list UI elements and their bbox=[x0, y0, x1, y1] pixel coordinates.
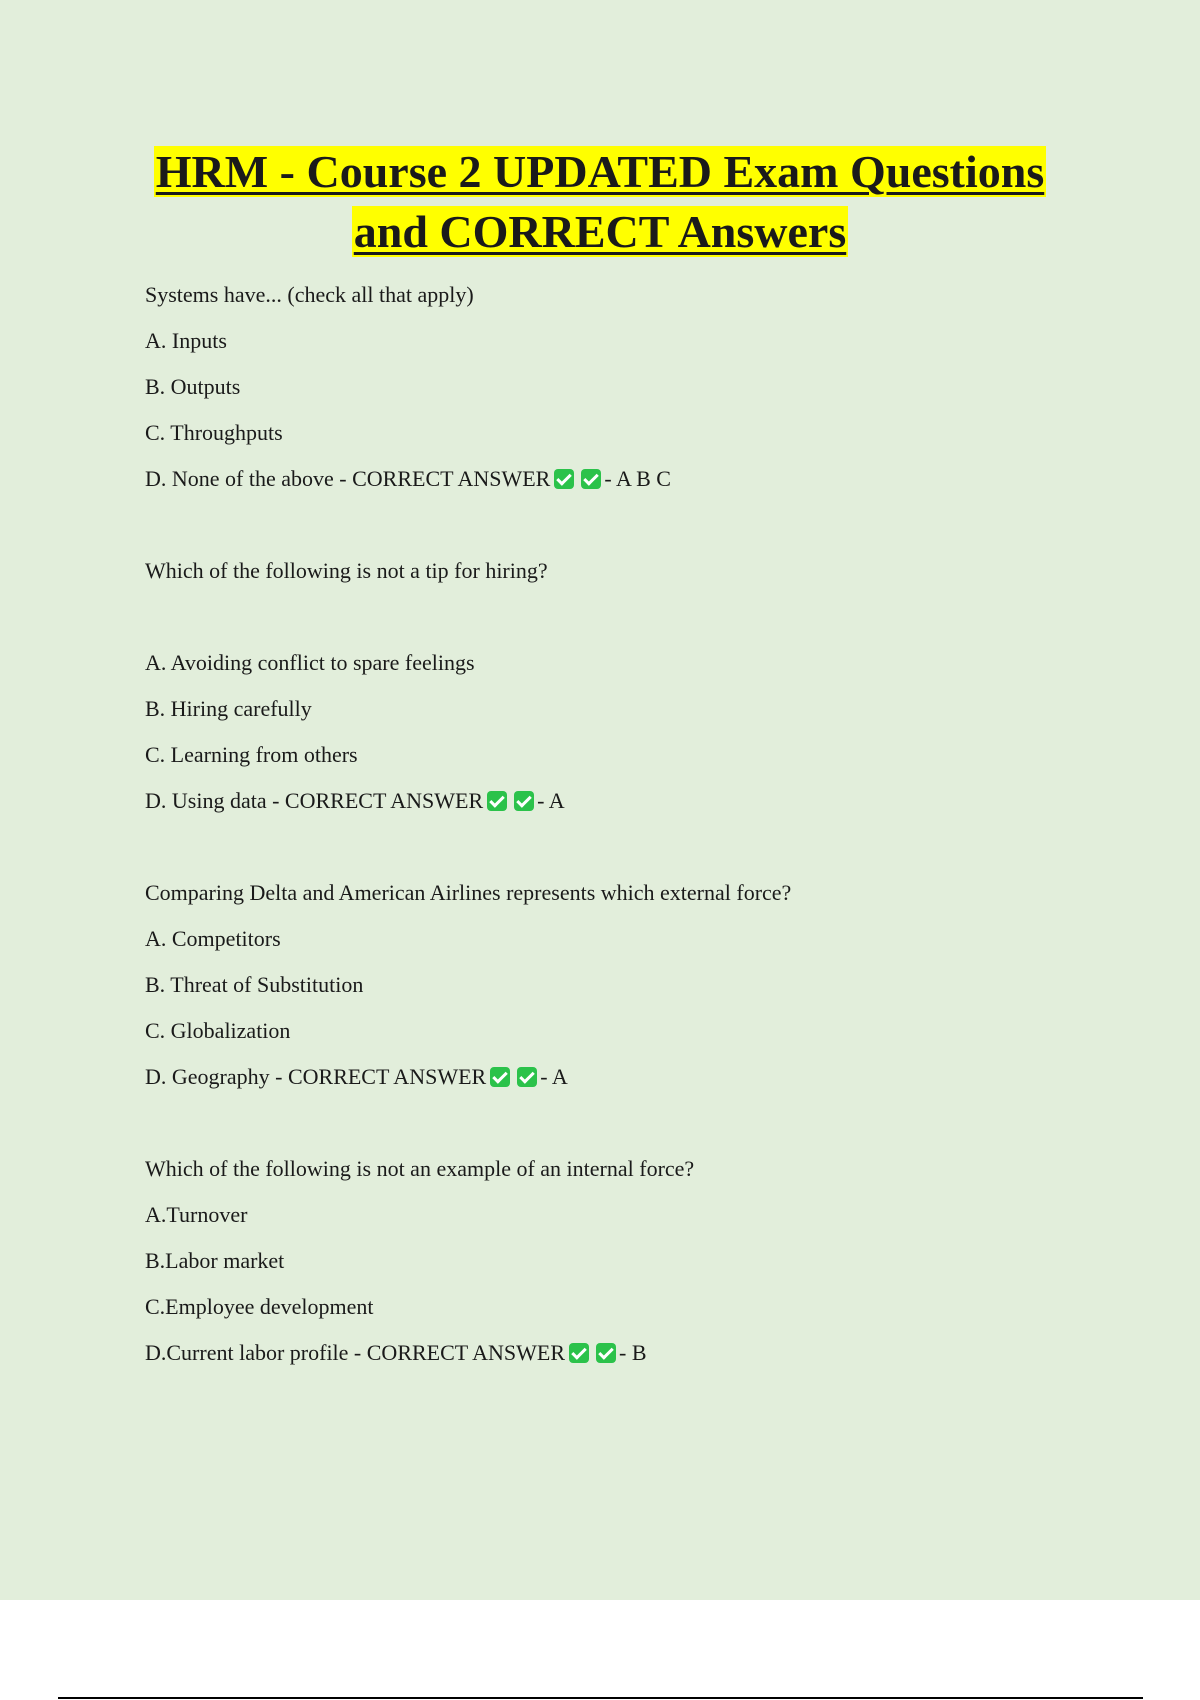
answer-option-text: D. None of the above - CORRECT ANSWER bbox=[145, 466, 551, 491]
answer-option-text: D.Current labor profile - CORRECT ANSWER bbox=[145, 1340, 565, 1365]
question-1 bbox=[145, 272, 1145, 502]
footer-divider bbox=[58, 1697, 1143, 1699]
answer-option: A. Avoiding conflict to spare feelings bbox=[145, 650, 475, 675]
answer-option: B. Outputs bbox=[145, 374, 241, 399]
title-line-1: HRM - Course 2 UPDATED Exam Questions bbox=[155, 146, 1045, 197]
question-list bbox=[145, 272, 1145, 1422]
correct-answer: - B bbox=[619, 1340, 647, 1365]
check-mark-icon bbox=[569, 1343, 589, 1363]
answer-option: B.Labor market bbox=[145, 1248, 285, 1273]
answer-option: C.Employee development bbox=[145, 1294, 374, 1319]
answer-option: B. Hiring carefully bbox=[145, 696, 312, 721]
answer-option-text: D. Using data - CORRECT ANSWER bbox=[145, 788, 484, 813]
answer-option: B. Threat of Substitution bbox=[145, 972, 364, 997]
question-3 bbox=[145, 870, 1145, 1100]
check-mark-icon bbox=[517, 1067, 537, 1087]
answer-option: A. Inputs bbox=[145, 328, 227, 353]
answer-option: C. Learning from others bbox=[145, 742, 358, 767]
check-mark-icon bbox=[514, 791, 534, 811]
answer-option: C. Globalization bbox=[145, 1018, 291, 1043]
question-2 bbox=[145, 548, 1145, 824]
answer-option: A.Turnover bbox=[145, 1202, 248, 1227]
correct-answer: - A bbox=[540, 1064, 568, 1089]
answer-option-last bbox=[145, 778, 1145, 824]
correct-answer: - A B C bbox=[604, 466, 671, 491]
question-prompt: Systems have... (check all that apply) bbox=[145, 282, 474, 307]
answer-option: A. Competitors bbox=[145, 926, 281, 951]
answer-option-last bbox=[145, 1054, 1145, 1100]
check-mark-icon bbox=[487, 791, 507, 811]
question-prompt: Which of the following is not a tip for hiring? bbox=[145, 558, 548, 583]
answer-option-text: D. Geography - CORRECT ANSWER bbox=[145, 1064, 487, 1089]
title-line-2: and CORRECT Answers bbox=[353, 206, 847, 257]
check-mark-icon bbox=[490, 1067, 510, 1087]
check-mark-icon bbox=[554, 469, 574, 489]
answer-option-last bbox=[145, 456, 1145, 502]
answer-option-last bbox=[145, 1330, 1145, 1376]
answer-option: C. Throughputs bbox=[145, 420, 283, 445]
check-mark-icon bbox=[596, 1343, 616, 1363]
question-prompt: Which of the following is not an example of an internal force? bbox=[145, 1156, 695, 1181]
question-4 bbox=[145, 1146, 1145, 1376]
correct-answer: - A bbox=[537, 788, 565, 813]
check-mark-icon bbox=[581, 469, 601, 489]
question-prompt: Comparing Delta and American Airlines represents which external force? bbox=[145, 880, 792, 905]
document-title bbox=[0, 142, 1200, 262]
